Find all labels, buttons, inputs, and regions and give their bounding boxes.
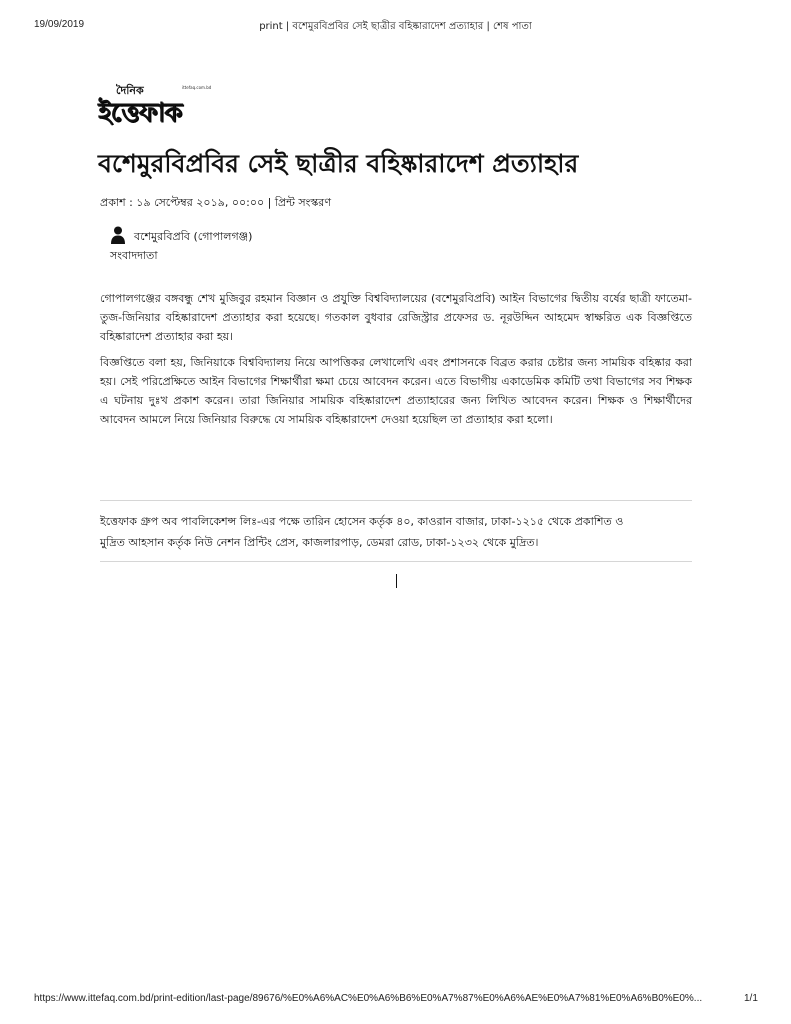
author-role: সংবাদদাতা	[110, 249, 158, 262]
footer-divider-top	[100, 500, 692, 501]
user-icon	[110, 226, 126, 244]
logo-top-word: দৈনিক	[116, 84, 144, 97]
article-meta: প্রকাশ : ১৯ সেপ্টেম্বর ২০১৯, ০০:০০ | প্রিন্ট সংস্করণ	[100, 196, 332, 209]
article-paragraph: বিজ্ঞপ্তিতে বলা হয়, জিনিয়াকে বিশ্ববিদ্যালয় নিয়ে আপত্তিকর লেখালেখি এবং প্রশাসনকে বিব্রত করার চেষ্টার জন্য সাময়িক বহিষ্কার করা হয়। সেই পরিপ্রেক্ষিতে আইন বিভাগের শিক্ষার্থীরা ক্ষমা চেয়ে আবেদন করেন। এতে বিভাগীয় একাডেমিক কমিটি তথা বিভাগের সব শিক্ষক এ ঘটনায় দুঃখ প্রকাশ করেন। তারা জিনিয়ার সাময়িক বহিষ্কারাদেশ প্রত্যাহারের জন্য লিখিত আবেদন করেন। শিক্ষক ও শিক্ষার্থীদের আবেদন আমলে নিয়ে জিনিয়ার বিরুদ্ধে যে সাময়িক বহিষ্কারাদেশ দেওয়া হয়েছিল তা প্রত্যাহার করা হলো।	[100, 356, 692, 426]
footer-divider-bottom	[100, 561, 692, 562]
publisher-info	[100, 511, 692, 553]
text-cursor	[396, 574, 397, 588]
print-page-title: print | বশেমুরবিপ্রবির সেই ছাত্রীর বহিষ্কারাদেশ প্রত্যাহার | শেষ পাতা	[259, 21, 532, 32]
author-name[interactable]: বশেমুরবিপ্রবি (গোপালগঞ্জ)	[134, 230, 253, 243]
print-date: 19/09/2019	[34, 19, 85, 30]
publisher-line: ইত্তেফাক গ্রুপ অব পাবলিকেশন্স লিঃ-এর পক্ষে তারিন হোসেন কর্তৃক ৪০, কাওরান বাজার, ঢাকা-১২১৫ থেকে প্রকাশিত ও	[100, 515, 624, 528]
ittefaq-logo[interactable]	[98, 84, 282, 126]
publisher-line: মুদ্রিত আহসান কর্তৃক নিউ নেশন প্রিন্টিং প্রেস, কাজলারপাড়, ডেমরা রোড, ঢাকা-১২৩২ থেকে মুদ্রিত।	[100, 536, 539, 549]
article-headline: বশেমুরবিপ্রবির সেই ছাত্রীর বহিষ্কারাদেশ প্রত্যাহার	[98, 149, 579, 178]
article-paragraph: গোপালগঞ্জের বঙ্গবন্ধু শেখ মুজিবুর রহমান বিজ্ঞান ও প্রযুক্তি বিশ্ববিদ্যালয়ের (বশেমুরবিপ্রবি) আইন বিভাগের দ্বিতীয় বর্ষের ছাত্রী ফাতেমা-তুজ-জিনিয়ার বহিষ্কারাদেশ প্রত্যাহার করা হয়েছে। গতকাল বুধবার রেজিস্ট্রার প্রফেসর ড. নূরউদ্দিন আহমেদ স্বাক্ষরিত এক বিজ্ঞপ্তিতে বহিষ্কারাদেশ প্রত্যাহার করা হয়।	[100, 292, 692, 343]
print-page-number: 1/1	[744, 993, 758, 1004]
print-url: https://www.ittefaq.com.bd/print-edition/last-page/89676/%E0%A6%AC%E0%A6%B6%E0%A7%87%E0%A6%AE%E0%A7%81%E0%A6%B0%E0%...	[34, 993, 703, 1004]
logo-tagline: ittefaq.com.bd	[182, 85, 212, 90]
logo-main-word: ইত্তেফাক	[98, 98, 182, 128]
